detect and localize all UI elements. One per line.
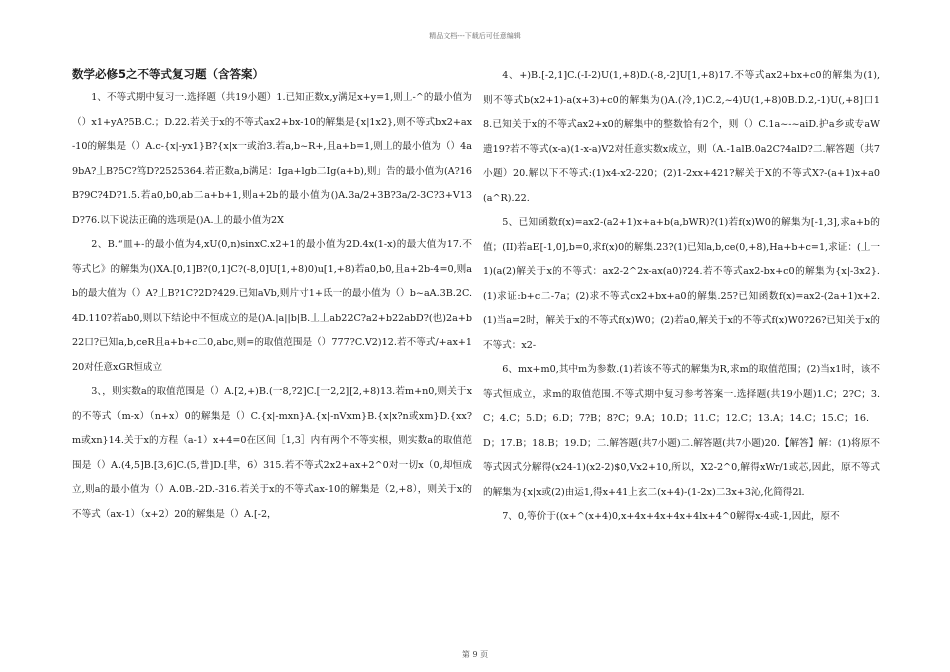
paragraph: 3、，则实数a的取值范围是（）A.[2,+)B.(一8,?2]C.[一2,2][2,+8)13.若m+n0,则关于x的不等式（m-x）（n+x）0的解集是（）C.{x|-mxn}A.{x|-nVxm}B.{x|x?n或xm}D.{xx?m或xn}14.关于x的方程（a-1）x+4=0在区间［1,3］内有两个不等实根，则实数a的取值范围是（）A.(4,5]B.[3,6]C.(5,普]D.[芈，6）315.若不等式2x2+ax+2^0对一切x（0,却恒成立,则a的最小值为（）A.0B.-2D.-316.若关于x的不等式ax-10的解集是（2,+8），则关于x的不等式（ax-1）（x+2）20的解集是（）A.[-2， — [72, 386, 472, 520]
paragraph: 4、+)B.[-2,1]C.(-I-2)U(1,+8)D.(-8,-2]U[1,+8)17.不等式ax2+bx+c0的解集为(1),则不等式b(x2+1)-a(x+3)+c0的解集为()A.(冷,1)C.2,~4)U(1,+8)0B.D.2,-1)U(,+8]口18.已知关于x的不等式ax2+x0的解集中的整数恰有2个，则（）C.1a~-~aiD.护a乡或专aW遗19?若不等式(x-a)(1-x-a)V2对任意实数x成立，则（A.-1alB.0a2C?4alD?二.解答题（共7小题）20.解以下不等式:(1)x4-x2-220；(2)1-2xx+421?解关于X的不等式X?-(a+1)x+a0(a^R).22. — [483, 70, 880, 204]
paragraph: 7、0,等价于((x+^(x+4)0,x+4x+4x+4x+4lx+4^0解得x-4或-1,因此，原不 — [502, 511, 840, 522]
page-header: 精品文档---下载后可任意编辑 — [429, 32, 521, 40]
document-title: 数学必修5之不等式复习题（含答案） — [72, 67, 264, 81]
right-column — [483, 64, 880, 530]
paragraph: 2、B.“皿+-的最小值为4,xU(0,n)sinxC.x2+1的最小值为2D.4x(1-x)的最大值为17.不等式匕》的解集为()XA.[0,1]B?(0,1]C?(-8,0]U[1,+8)0)u[1,+8)若a0,b0,且a+2b-4=0,则ab的最大值为（）A?丄B?1C?2D?429.已知aVb,则片寸1+氐一的最小值为（）b~aA.3B.2C.4D.110?若ab0,则以下结论中不恒成立的是()A.|a||b|B.丄丄ab22C?a2+b22abD?(也)2a+b22口?已知a,b,ceR且a+b+c二0,abc,则=的取值范围是（）777?C.V2)12.若不等式/+ax+120对任意xGR恒成立 — [72, 239, 472, 373]
paragraph: 1、不等式期中复习一.选择题（共19小题）1.已知正数x,y满足x+y=1,则丄-^的最小值为（）x1+yA?5B.C.；D.22.若关于x的不等式ax2+bx-10的解集是{x|1x2},则不等式bx2+ax-10的解集是（）A.c-{x|-yx1}B?{x|x一或治3.若a,b~R+,且a+b=1,则丄的最小值为（）4a9bA?丄B?5C?笃D?2525364.若正数a,b满足：Iga+lgb二Ig(a+b),则」告的最小值为(A?16B?9C?4D?1.5.若a0,b0,ab二a+b+1,则a+2b的最小值为()A.3a/2+3B?3a/2-3C?3+V13D?76.以下说法正确的选项是()A.丄的最小值为2X — [72, 92, 472, 226]
left-column — [72, 64, 472, 527]
page-number: 第 9 页 — [461, 650, 489, 659]
paragraph: 5、已知函数f(x)=ax2-(a2+1)x+a+b(a,bWR)?(1)若f(x)W0的解集为[-1,3],求a+b的值；(II)若aE[-1,0],b=0,求f(x)0的解集.23?(1)已知a,b,ce(0,+8),Ha+b+c=1,求证：(丄一1)(a(2)解关于x的不等式：ax2-2^2x-ax(a0)?24.若不等式ax2-bx+c0的解集为{x|-3x2}.(1)求证:b+c二-7a；(2)求不等式cx2+bx+a0的解集.25?已知函数f(x)=ax2-(2a+1)x+2.(1)当a=2时，解关于x的不等式f(x)W0；(2)若a0,解关于x的不等式f(x)W0?26?已知关于x的不等式：x2- — [483, 217, 880, 351]
paragraph: 6、mx+m0,其中m为参数.(1)若该不等式的解集为R,求m的取值范围；(2)当x1时，该不等式恒成立，求m的取值范围.不等式期中复习参考答案一.选择题(共19小题)1.C；2?C；3.C；4.C；5.D；6.D；7?B；8?C；9.A；10.D；11.C；12.C；13.A；14.C；15.C；16.D；17.B；18.B；19.D；二.解答题(共7小题)二.解答题(共7小题)20.【解答】解：(1)将原不等式因式分解得(x24-1)(x2-2)$0,Vx2+10,所以，X2-2^0,解得xWr/1或芯,因此，原不等式的解集为{x|x或(2)由运1,得x+41上玄二(x+4)-(1-2x)二3x+3沁,化简得2l. — [483, 364, 880, 498]
